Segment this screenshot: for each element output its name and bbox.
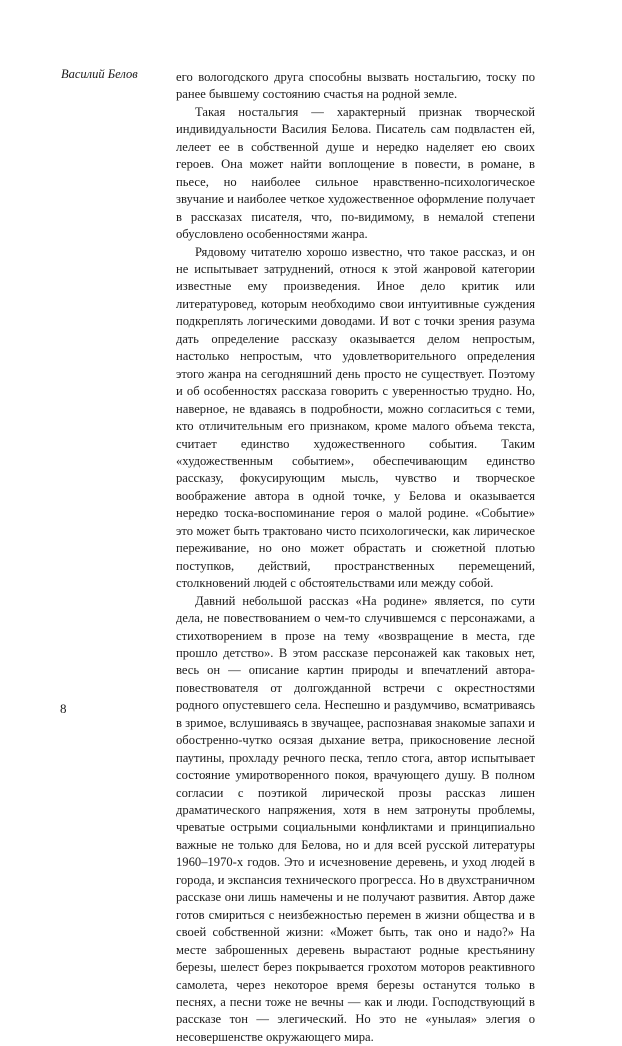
paragraph-1: его вологодского друга способны вызвать ностальгию, тоску по ранее бывшему состоянию счастья на родной земле. xyxy=(176,70,535,102)
paragraph-3: Рядовому читателю хорошо известно, что такое рассказ, и он не испытывает затруднений, относя к этой жанровой категории известные ему произведения. Иное дело критик или литературовед, которым необходимо свои интуитивные суждения подкреплять логическими доводами. И вот с точки зрения разума дать определение рассказу оказывается делом непростым, настолько непростым, что удовлетворительного определения этого жанра на сегодняшний день просто не существует. Поэтому и об особенностях рассказа говорить с уверенностью трудно. Но, наверное, не вдаваясь в подробности, можно согласиться с теми, кто отличительным его признаком, кроме малого объема текста, считает единство художественного события. Таким «художественным событием», обеспечивающим единство рассказу, фокусирующим мысль, чувство и творческое воображение автора в одной точке, у Белова и оказывается нередко тоска-воспоминание героя о малой родине. «Событие» это может быть трактовано чисто психологически, как лирическое переживание, но оно может обрастать и сюжетной плотью поступков, действий, пространственных перемещений, столкновений людей с обстоятельствами или между собой. xyxy=(176,244,535,591)
paragraph-2: Такая ностальгия — характерный признак творческой индивидуальности Василия Белова. Писатель сам подвластен ей, лелеет ее в собственной душе и нередко наделяет ею своих героев. Она может найти воплощение в повести, в романе, в пьесе, но наиболее сильное нравственно-психологическое звучание и наиболее четкое художественное оформление получает в рассказах писателя, что, по-видимому, в немалой степени обусловлено особенностями жанра. xyxy=(176,104,535,242)
paragraph-4: Давний небольшой рассказ «На родине» является, по сути дела, не повествованием о чем-то случившемся с персонажами, а стихотворением в прозе на тему «возвращение в места, где прошло детство». В этом рассказе персонажей как таковых нет, весь он — описание картин природы и впечатлений автора-повествователя от долгожданной встречи с окрестностями родного опустевшего села. Неспешно и раздумчиво, всматриваясь в зримое, вслушиваясь в звучащее, распознавая знакомые запахи и обостренно-чутко осязая дыхание ветра, прикосновение лесной паутины, прохладу речного песка, тепло стога, автор испытывает состояние умиротворенного покоя, врачующего душу. В полном согласии с поэтикой лирической прозы рассказ лишен драматического напряжения, хотя в нем затронуты проблемы, чреватые острыми социальными конфликтами и принципиально важные не только для Белова, но и для всей русской литературы 1960–1970-х годов. Это и исчезновение деревень, и уход людей в города, и экспансия технического прогресса. Но в двухстраничном рассказе они лишь намечены и не получают развития. Автор даже готов смириться с неизбежностью перемен в жизни общества и в своей собственной жизни: «Может быть, так оно и надо?» На месте заброшенных деревень вырастают родные крестьянину березы, шелест берез покрывается грохотом моторов реактивного самолета, через некоторое время березы останутся только в песнях, а песни тоже не вечны — как и люди. Господствующий в рассказе тон — элегический. Но это не «унылая» элегия о несовершенстве окружающего мира. xyxy=(176,593,535,1044)
body-text xyxy=(176,69,535,1046)
page-number: 8 xyxy=(60,701,67,716)
running-head: Василий Белов xyxy=(61,67,138,81)
